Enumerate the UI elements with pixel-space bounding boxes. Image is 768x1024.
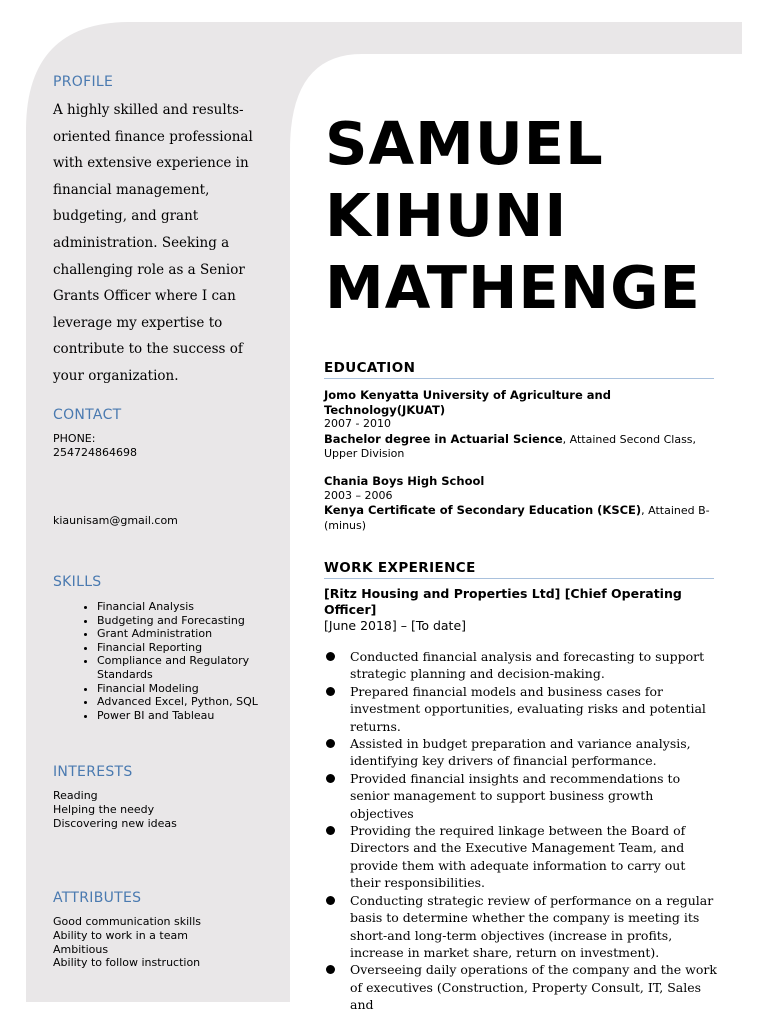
interests-heading: INTERESTS bbox=[53, 764, 133, 780]
list-item: • Compliance and Regulatory Standards bbox=[97, 654, 297, 681]
sidebar bbox=[0, 0, 290, 1024]
job-role: [Ritz Housing and Properties Ltd] [Chief Operating Officer] bbox=[324, 586, 682, 617]
list-item: Provided financial insights and recommendations to senior management to support business growth objectives bbox=[324, 770, 719, 822]
attributes-list bbox=[53, 915, 201, 970]
skills-list bbox=[72, 600, 297, 722]
name-line-last: MATHENGE bbox=[325, 253, 701, 322]
list-item: • Budgeting and Forecasting bbox=[97, 614, 297, 628]
attributes-heading: ATTRIBUTES bbox=[53, 890, 142, 906]
phone-label: PHONE: bbox=[53, 432, 96, 445]
list-item: • Grant Administration bbox=[97, 627, 297, 641]
list-item: Prepared financial models and business cases for investment opportunities, evaluating risks and potential returns. bbox=[324, 683, 719, 735]
work-entry bbox=[324, 586, 719, 634]
education-entry bbox=[324, 474, 719, 533]
degree-name: Bachelor degree in Actuarial Science bbox=[324, 431, 563, 446]
job-dates: [June 2018] – [To date] bbox=[324, 618, 467, 633]
candidate-name bbox=[325, 108, 701, 324]
list-item: • Financial Analysis bbox=[97, 600, 297, 614]
education-entry bbox=[324, 388, 719, 462]
contact-phone bbox=[53, 432, 137, 460]
profile-text: A highly skilled and results-oriented finance professional with extensive experience in financial management, budgeting, and grant administration. Seeking a challenging role as a Senior Grants Officer where I can leverage my expertise to contribute to the success of your organization. bbox=[53, 102, 253, 384]
list-item: • Financial Reporting bbox=[97, 641, 297, 655]
name-line-first: SAMUEL bbox=[325, 109, 604, 178]
list-item: Ability to follow instruction bbox=[53, 956, 201, 970]
name-line-middle: KIHUNI bbox=[325, 181, 568, 250]
list-item: Assisted in budget preparation and variance analysis, identifying key drivers of financial performance. bbox=[324, 735, 719, 770]
work-experience-heading: WORK EXPERIENCE bbox=[324, 560, 714, 579]
skills-heading: SKILLS bbox=[53, 574, 102, 590]
degree-name: Kenya Certificate of Secondary Education (KSCE) bbox=[324, 503, 642, 517]
list-item: Conducted financial analysis and forecasting to support strategic planning and decision-making. bbox=[324, 648, 719, 683]
education-heading: EDUCATION bbox=[324, 360, 714, 379]
list-item: Providing the required linkage between the Board of Directors and the Executive Management Team, and provide them with adequate information to carry out their responsibilities. bbox=[324, 822, 719, 892]
education-years: 2007 - 2010 bbox=[324, 417, 391, 430]
school-name: Jomo Kenyatta University of Agriculture and Technology(JKUAT) bbox=[324, 388, 611, 417]
list-item: Reading bbox=[53, 789, 98, 802]
contact-heading: CONTACT bbox=[53, 407, 122, 423]
list-item: Ability to work in a team bbox=[53, 928, 188, 942]
list-item: Ambitious bbox=[53, 942, 109, 956]
list-item: Overseeing daily operations of the company and the work of executives (Construction, Property Consult, IT, Sales and bbox=[324, 961, 719, 1013]
list-item: Discovering new ideas bbox=[53, 816, 177, 830]
school-name: Chania Boys High School bbox=[324, 474, 485, 488]
education-years: 2003 – 2006 bbox=[324, 488, 393, 502]
profile-heading: PROFILE bbox=[53, 74, 114, 90]
list-item: Conducting strategic review of performance on a regular basis to determine whether the company is meeting its short-and long-term objectives (increase in profits, increase in market share, return on investment). bbox=[324, 892, 719, 962]
degree-detail: , Attained Second Class, Upper Division bbox=[324, 432, 697, 460]
list-item: • Advanced Excel, Python, SQL bbox=[97, 695, 297, 709]
list-item: • Financial Modeling bbox=[97, 682, 297, 696]
phone-number: 254724864698 bbox=[53, 445, 137, 459]
contact-email: kiaunisam@gmail.com bbox=[53, 514, 178, 527]
list-item: Good communication skills bbox=[53, 915, 202, 928]
degree-detail: , Attained B-(minus) bbox=[324, 504, 710, 532]
interests-list bbox=[53, 789, 177, 830]
list-item: • Power BI and Tableau bbox=[97, 709, 297, 723]
list-item: Helping the needy bbox=[53, 802, 155, 816]
work-bullets bbox=[324, 648, 719, 1014]
